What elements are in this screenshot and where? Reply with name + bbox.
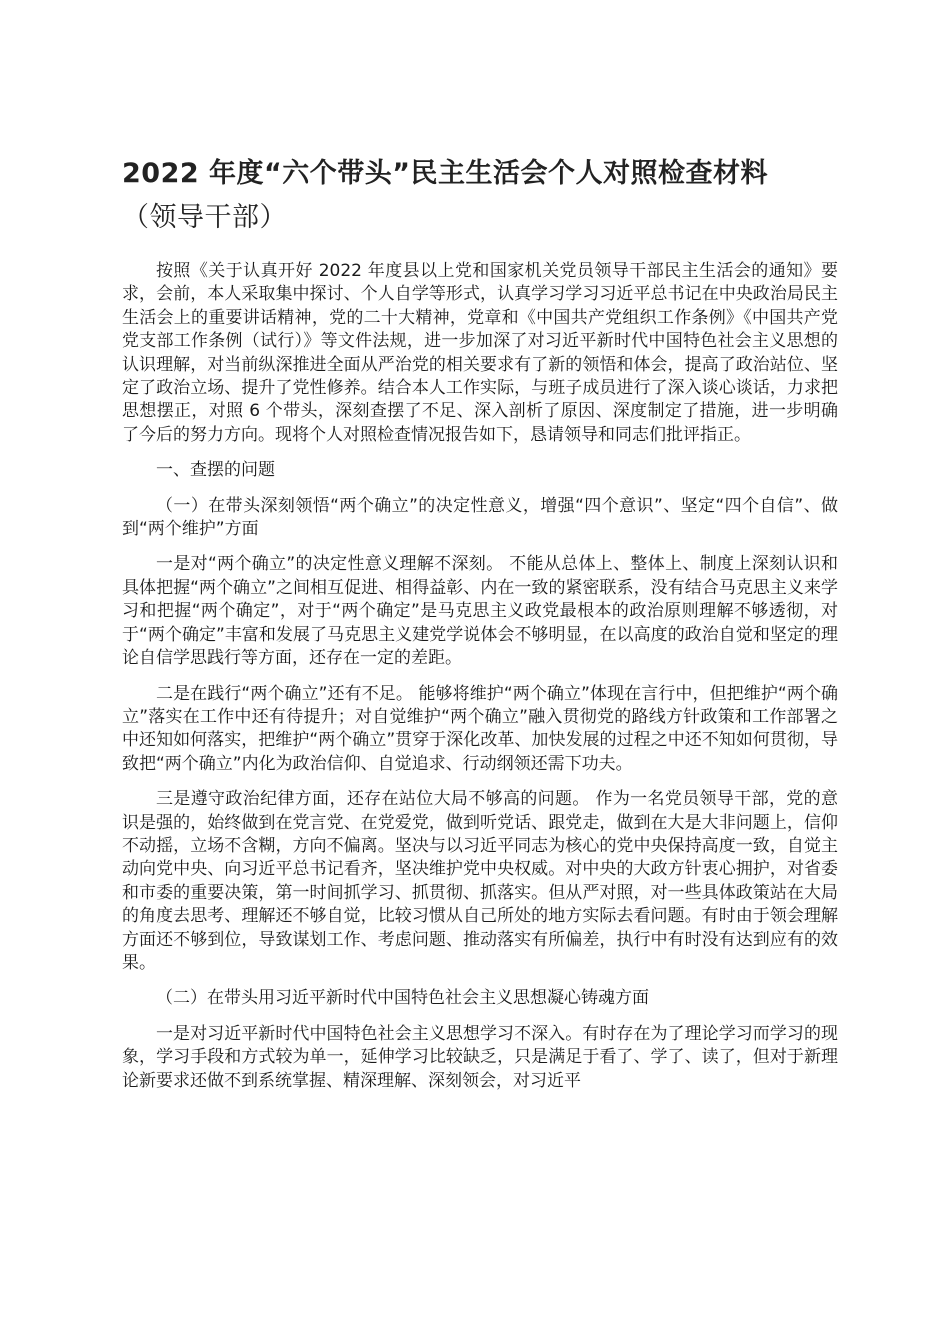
document-body [122, 260, 838, 1105]
paragraph-item-3: 三是遵守政治纪律方面，还存在站位大局不够高的问题。 作为一名党员领导干部，党的意识是强的，始终做到在党言党、在党爱党，做到听党话、跟党走，做到在大是大非问题上，信仰不动摇，立场不含糊，方向不偏离。坚决与以习近平同志为核心的党中央保持高度一致，自觉主动向党中央、向习近平总书记看齐，坚决维护党中央权威。对中央的大政方针衷心拥护，对省委和市委的重要决策，第一时间抓学习、抓贯彻、抓落实。但从严对照，对一些具体政策站在大局的角度去思考、理解还不够自觉，比较习惯从自己所处的地方实际去看问题。有时由于领会理解方面还不够到位，导致谋划工作、考虑问题、推动落实有所偏差，执行中有时没有达到应有的效果。 [122, 789, 838, 973]
document-title [122, 152, 862, 240]
paragraph-item-1: 一是对“两个确立”的决定性意义理解不深刻。 不能从总体上、整体上、制度上深刻认识和具体把握“两个确立”之间相互促进、相得益彰、内在一致的紧密联系，没有结合马克思主义来学习和把握“两个确定”，对于“两个确定”是马克思主义政党最根本的政治原则理解不够透彻，对于“两个确定”丰富和发展了马克思主义建党学说体会不够明显，在以高度的政治自觉和坚定的理论自信学思践行等方面，还存在一定的差距。 [122, 554, 838, 669]
subsection-heading-2: （二）在带头用习近平新时代中国特色社会主义思想凝心铸魂方面 [156, 988, 649, 1009]
title-line-1: 2022 年度“六个带头”民主生活会个人对照检查材料 [122, 158, 769, 189]
paragraph-item-2: 二是在践行“两个确立”还有不足。 能够将维护“两个确立”体现在言行中，但把维护“两个确立”落实在工作中还有待提升；对自觉维护“两个确立”融入贯彻党的路线方针政策和工作部署之中还知如何落实，把维护“两个确立”贯穿于深化改革、加快发展的过程之中还不知如何贯彻，导致把“两个确立”内化为政治信仰、自觉追求、行动纲领还需下功夫。 [122, 683, 838, 774]
section-heading-1: 一、查摆的问题 [156, 460, 275, 481]
intro-paragraph: 按照《关于认真开好 2022 年度县以上党和国家机关党员领导干部民主生活会的通知》要求，会前，本人采取集中探讨、个人自学等形式，认真学习学习习近平总书记在中央政治局民主生活会上的重要讲话精神，党的二十大精神，党章和《中国共产党组织工作条例》《中国共产党党支部工作条例（试行）》等文件法规，进一步加深了对习近平新时代中国特色社会主义思想的认识理解，对当前纵深推进全面从严治党的相关要求有了新的领悟和体会，提高了政治站位、坚定了政治立场、提升了党性修养。结合本人工作实际，与班子成员进行了深入谈心谈话，力求把思想摆正，对照 6 个带头，深刻查摆了不足、深入剖析了原因、深度制定了措施，进一步明确了今后的努力方向。现将个人对照检查情况报告如下，恳请领导和同志们批评指正。 [122, 261, 838, 445]
subsection-heading-1: （一）在带头深刻领悟“两个确立”的决定性意义，增强“四个意识”、坚定“四个自信”、做到“两个维护”方面 [122, 495, 838, 540]
paragraph-item-4: 一是对习近平新时代中国特色社会主义思想学习不深入。有时存在为了理论学习而学习的现象，学习手段和方式较为单一，延伸学习比较缺乏，只是满足于看了、学了、读了，但对于新理论新要求还做不到系统掌握、精深理解、深刻领会，对习近平 [122, 1023, 838, 1091]
title-line-2: （领导干部） [122, 202, 287, 233]
